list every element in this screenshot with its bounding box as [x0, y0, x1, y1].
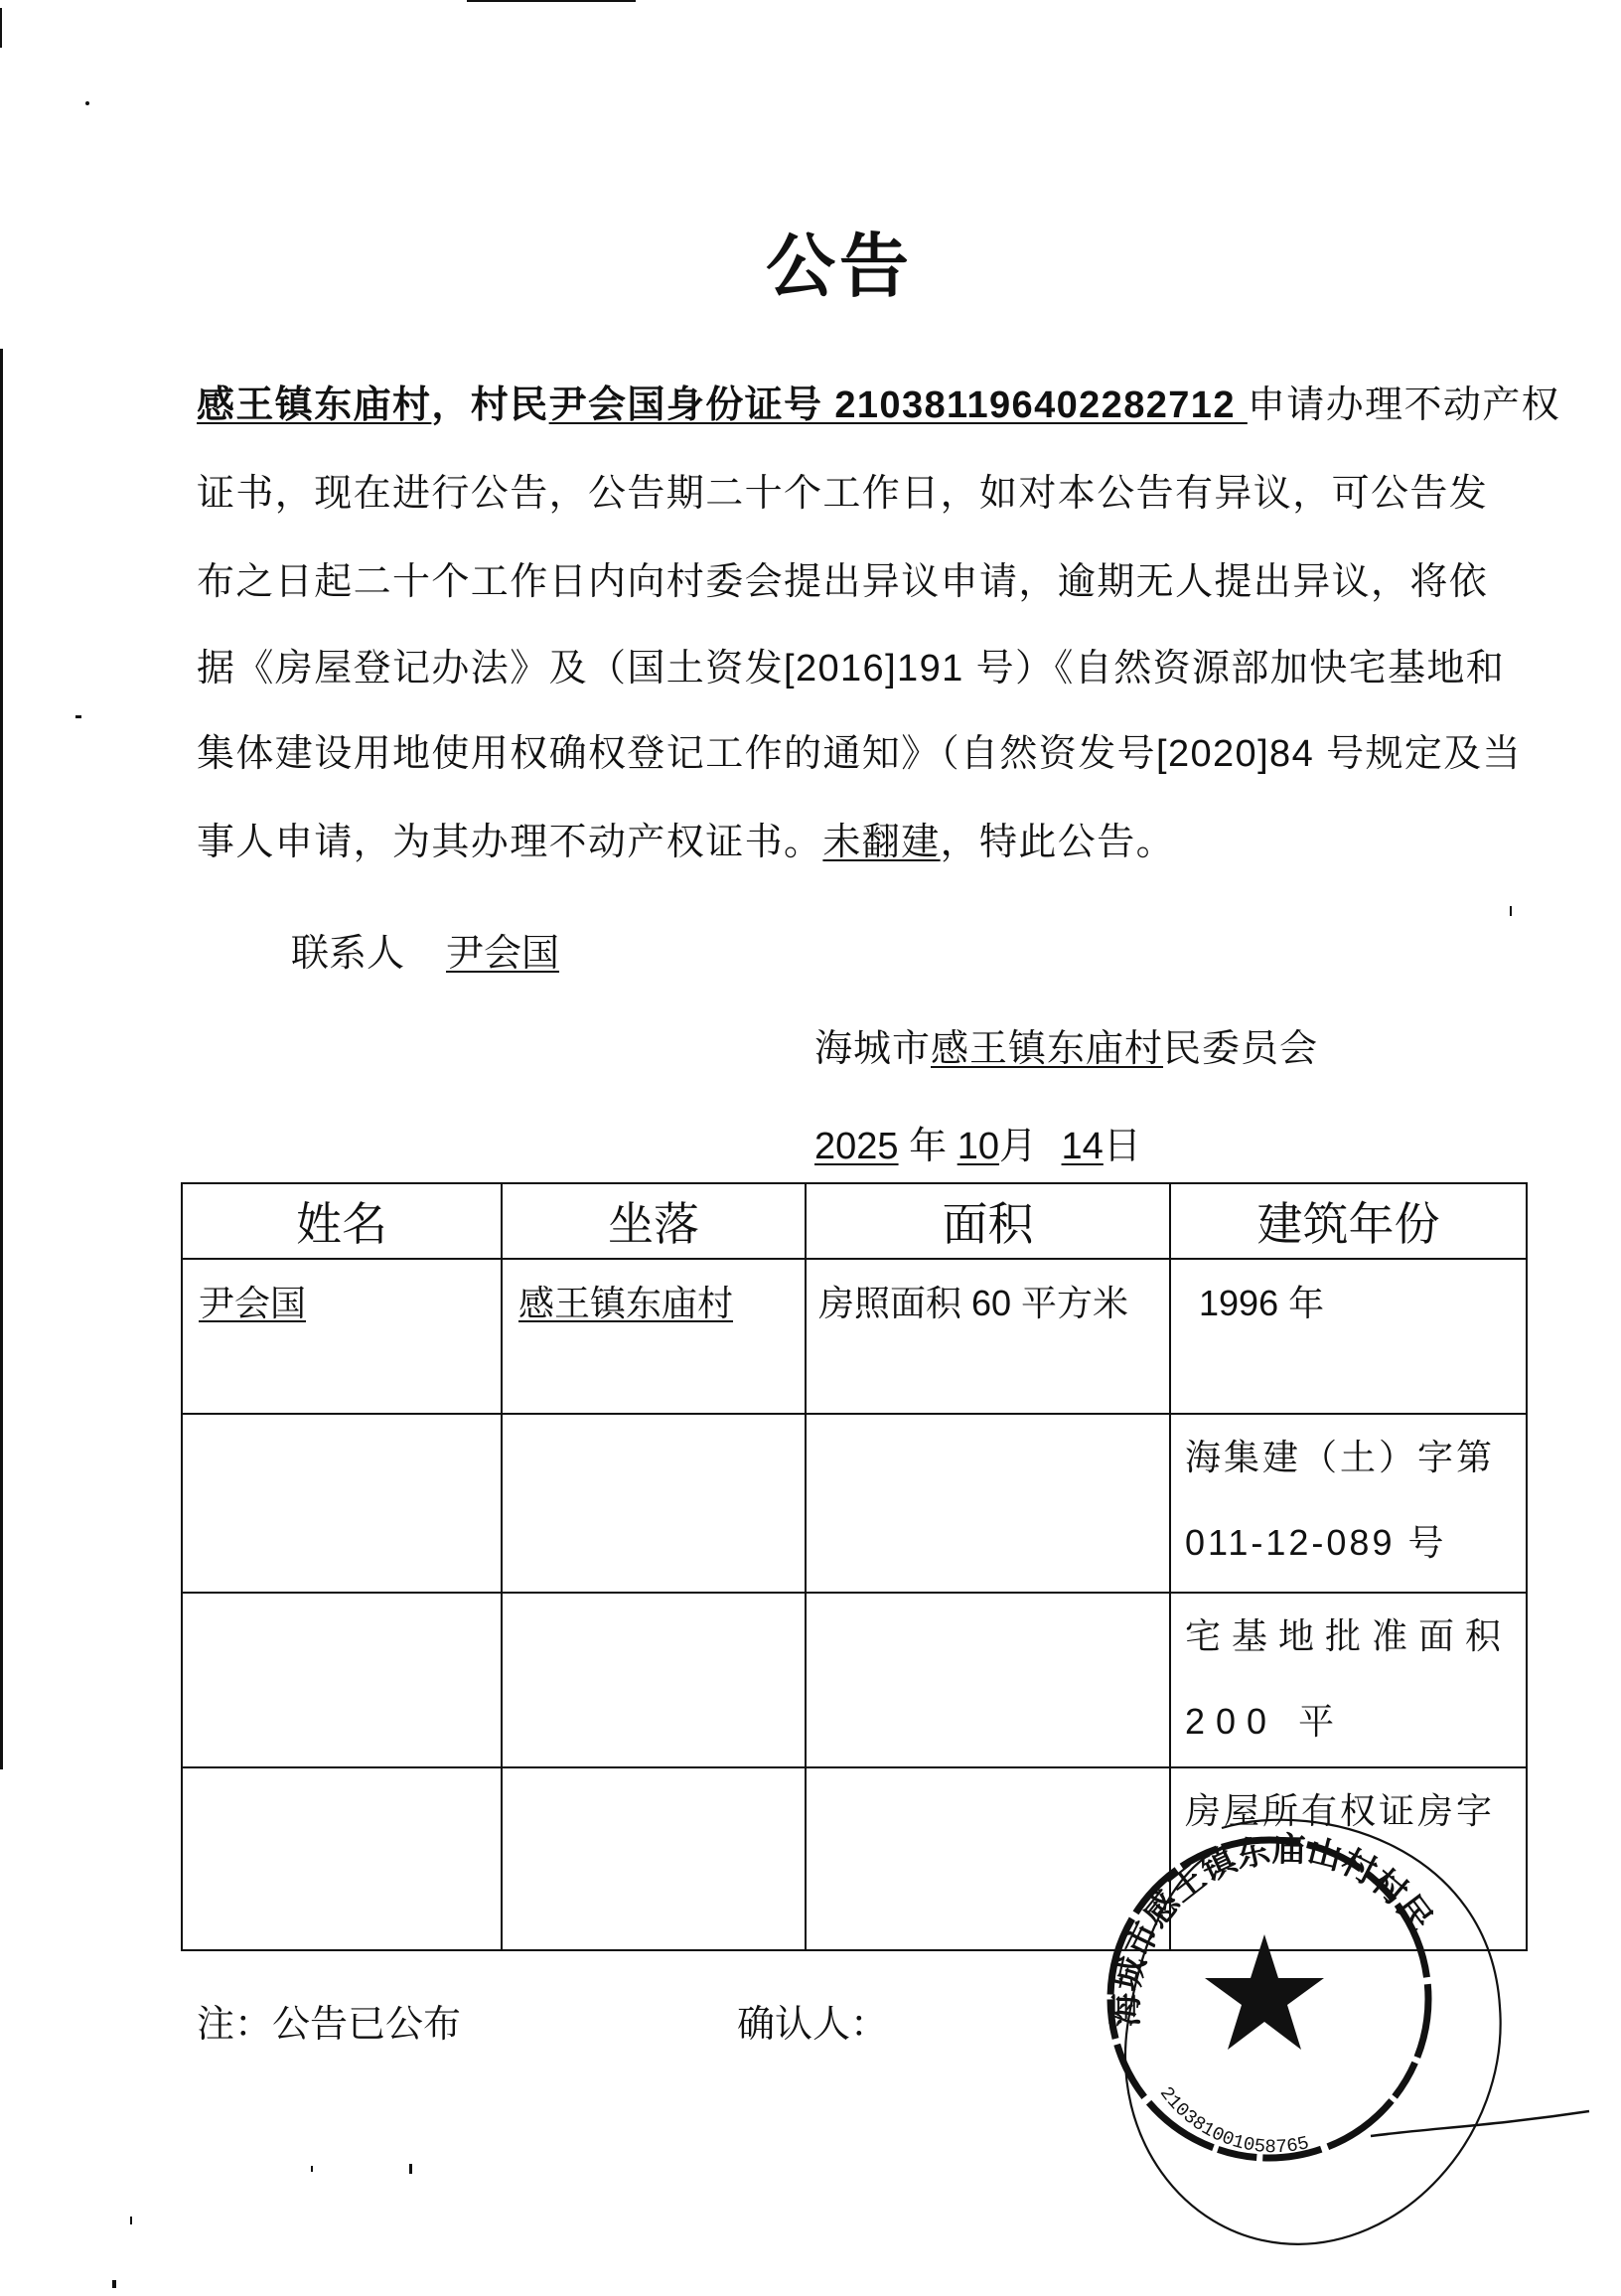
seal-number: 210381001058765 [1154, 2082, 1311, 2159]
svg-text:210381001058765 [1155, 2082, 1311, 2158]
seal-ring-text: 海城市感王镇东庙山村村民委员会 [1056, 1778, 1440, 2028]
scan-speck [75, 715, 81, 718]
notice-date [814, 1125, 1141, 1168]
scan-speck [1510, 906, 1512, 916]
house-ownership-cert: 房屋所有权证房字 [1185, 1790, 1496, 1831]
date-month-unit: 月 [998, 1126, 1037, 1167]
notice-line [197, 647, 1505, 690]
notice-line [197, 821, 1175, 864]
notice-text-segment: 尹会国身份证号 210381196402282712 [548, 384, 1248, 426]
seal-star [1205, 1934, 1324, 2050]
table-cell [806, 1259, 1170, 1414]
table-cell [502, 1259, 806, 1414]
notice-text-segment: 布之日起二十个工作日内向村委会提出异议申请，逾期无人提出异议，将依 [197, 561, 1489, 603]
table-cell [1170, 1593, 1527, 1767]
notice-text-segment: 集体建设用地使用权确权登记工作的通知》（自然资发号[2020]84 号规定及当 [197, 733, 1523, 775]
notice-text-segment: 感王镇东庙村 [197, 384, 432, 426]
scan-edge-mark-top [467, 0, 636, 2]
contact-label: 联系人 [291, 933, 405, 975]
notice-text-segment: 事人申请，为其办理不动产权证书。 [197, 822, 823, 863]
scan-speck [112, 2280, 116, 2288]
header-build-year: 建筑年份 [1170, 1183, 1527, 1259]
confirm-label: 确认人： [737, 2004, 889, 2046]
header-name: 姓名 [182, 1183, 502, 1259]
notice-text-segment: 据《房屋登记办法》及（国土资发[2016]191 号）《自然资源部加快宅基地和 [197, 648, 1506, 689]
notice-text-segment: 未翻建 [822, 822, 941, 863]
build-year: 1996 年 [1199, 1283, 1325, 1323]
scan-speck [409, 2164, 412, 2174]
table-header-row [182, 1183, 1527, 1259]
table-row [182, 1259, 1527, 1414]
table-cell [182, 1259, 502, 1414]
official-seal [1056, 1778, 1621, 2265]
homestead-approved-area: 宅基地批准面积 200 平 [1185, 1615, 1513, 1742]
header-location: 坐落 [502, 1183, 806, 1259]
date-year-unit: 年 [909, 1126, 948, 1167]
table-cell [182, 1414, 502, 1593]
date-month: 10 [957, 1126, 999, 1167]
header-area: 面积 [806, 1183, 1170, 1259]
date-day: 14 [1061, 1126, 1104, 1167]
scan-edge-mark-left-top [0, 8, 2, 48]
table-row [182, 1593, 1527, 1767]
table-cell [806, 1414, 1170, 1593]
table-cell [502, 1593, 806, 1767]
scan-speck [130, 2217, 132, 2224]
table-cell [182, 1593, 502, 1767]
page-title: 公告 [766, 228, 913, 305]
table-cell [1170, 1414, 1527, 1593]
committee-prefix: 海城市 [814, 1028, 932, 1070]
date-year: 2025 [814, 1126, 899, 1167]
notice-text-segment: 申请办理不动产权 [1247, 384, 1561, 426]
scan-edge-line-left [0, 349, 3, 1769]
committee-name [814, 1027, 1318, 1071]
property-area: 房照面积 60 平方米 [818, 1283, 1129, 1323]
table-cell [182, 1767, 502, 1950]
scan-speck [311, 2166, 313, 2172]
table-cell [806, 1593, 1170, 1767]
land-cert-number: 海集建（土）字第 011-12-089 号 [1185, 1437, 1496, 1563]
notice-text-segment: ，特此公告。 [940, 822, 1176, 863]
notice-text-segment: ，村民 [431, 384, 549, 426]
table-row [182, 1414, 1527, 1593]
notice-line [197, 472, 1488, 516]
notice-line [197, 383, 1560, 427]
footer-note: 注：公告已公布 [197, 2004, 462, 2046]
notice-text-segment: 证书，现在进行公告，公告期二十个工作日，如对本公告有异议，可公告发 [197, 473, 1489, 515]
committee-village: 感王镇东庙村 [931, 1028, 1164, 1070]
owner-name: 尹会国 [199, 1283, 307, 1323]
table-cell [502, 1414, 806, 1593]
table-cell [502, 1767, 806, 1950]
table-cell [1170, 1259, 1527, 1414]
notice-line [197, 732, 1522, 776]
contact-line [291, 932, 559, 976]
contact-name: 尹会国 [446, 933, 560, 975]
date-day-unit: 日 [1103, 1126, 1141, 1167]
property-location: 感王镇东庙村 [518, 1283, 734, 1323]
notice-line [197, 560, 1488, 604]
committee-suffix: 民委员会 [1163, 1028, 1319, 1070]
scan-speck [85, 101, 89, 105]
